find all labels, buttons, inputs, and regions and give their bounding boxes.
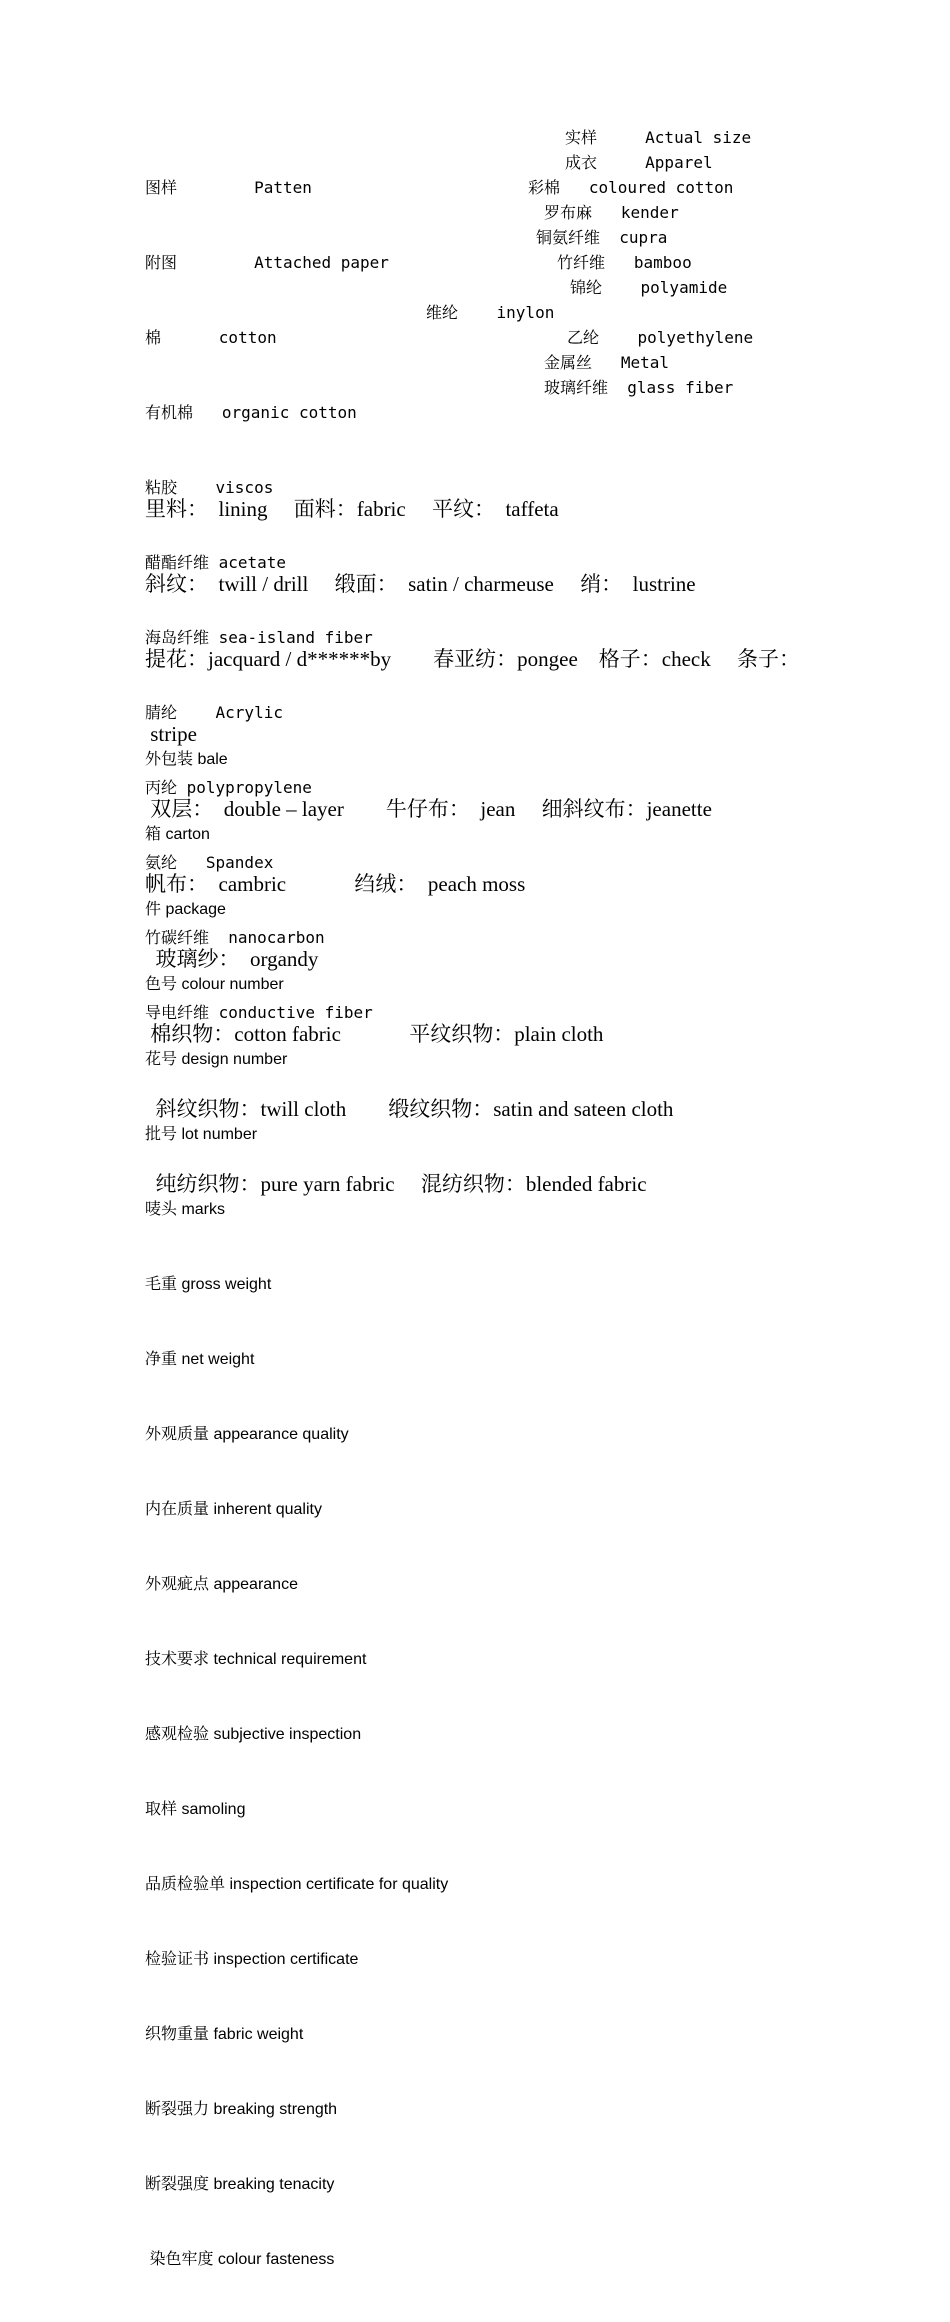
fabric-term-line: 里料： lining 面料：fabric 平纹： taffeta (145, 497, 559, 521)
fiber-term: 竹碳纤维 nanocarbon (145, 928, 325, 947)
fiber-term: 附图 Attached paper (145, 253, 389, 272)
fabric-term-line: 玻璃纱： organdy (145, 947, 319, 971)
list-item: 件 package (145, 901, 226, 918)
fiber-term-right: 乙纶 polyethylene (567, 328, 754, 347)
fiber-term-right: 铜氨纤维 cupra (536, 228, 668, 247)
list-item: 技术要求 technical requirement (145, 1651, 367, 1668)
fabric-term-line: 双层： double – layer 牛仔布： jean 细斜纹布：jeanette (145, 797, 712, 821)
list-item: 箱 carton (145, 826, 210, 843)
list-item: 断裂强度 breaking tenacity (145, 2176, 335, 2193)
fiber-term-right: 玻璃纤维 glass fiber (544, 378, 734, 397)
fiber-term: 腈纶 Acrylic (145, 703, 283, 722)
fabric-term-line: 斜纹织物：twill cloth 缎纹织物：satin and sateen cloth (145, 1097, 674, 1121)
list-item: 唛头 marks (145, 1201, 226, 1218)
list-item: 感观检验 subjective inspection (145, 1726, 362, 1743)
fiber-term: 丙纶 polypropylene (145, 778, 312, 797)
list-item: 批号 lot number (145, 1126, 258, 1143)
list-item: 织物重量 fabric weight (145, 2026, 304, 2043)
list-item: 外包装 bale (145, 751, 228, 768)
fiber-term: 图样 Patten (145, 178, 312, 197)
fabric-term-line: 棉织物：cotton fabric 平纹织物：plain cloth (145, 1022, 604, 1046)
fiber-term: 醋酯纤维 acetate (145, 553, 287, 572)
list-item: 色号 colour number (145, 976, 284, 993)
fabric-term-line: stripe (145, 722, 197, 746)
fiber-term: 导电纤维 conductive fiber (145, 1003, 373, 1022)
fabric-term-line: 帆布： cambric 绉绒： peach moss (145, 872, 526, 896)
fiber-term: 棉 cotton (145, 328, 277, 347)
fiber-term: 氨纶 Spandex (145, 853, 274, 872)
fiber-term-right: 罗布麻 kender (544, 203, 679, 222)
fiber-term: 海岛纤维 sea-island fiber (145, 628, 373, 647)
list-item: 毛重 gross weight (145, 1276, 272, 1293)
fabric-term-line: 斜纹： twill / drill 缎面： satin / charmeuse 绡： lustrine (145, 572, 696, 596)
list-item: 断裂强力 breaking strength (145, 2101, 338, 2118)
fiber-term-right: 金属丝 Metal (544, 353, 670, 372)
list-item: 染色牢度 colour fasteness (145, 2251, 335, 2268)
fiber-term-right: 维纶 inylon (426, 303, 555, 322)
inspection-terms-list (145, 697, 448, 2322)
list-item: 外观质量 appearance quality (145, 1426, 349, 1443)
fiber-term: 有机棉 organic cotton (145, 403, 357, 422)
list-item: 品质检验单 inspection certificate for quality (145, 1876, 449, 1893)
fabric-term-line: 纯纺织物：pure yarn fabric 混纺织物：blended fabric (145, 1172, 647, 1196)
list-item: 外观疵点 appearance (145, 1576, 298, 1593)
fiber-term-right: 实样 Actual size (565, 128, 752, 147)
list-item: 检验证书 inspection certificate (145, 1951, 359, 1968)
fiber-term-right: 锦纶 polyamide (570, 278, 728, 297)
list-item: 花号 design number (145, 1051, 288, 1068)
fiber-term-right: 成衣 Apparel (565, 153, 713, 172)
list-item: 取样 samoling (145, 1801, 246, 1818)
list-item: 净重 net weight (145, 1351, 255, 1368)
fiber-term-right: 彩棉 coloured cotton (528, 178, 734, 197)
fiber-term: 粘胶 viscos (145, 478, 274, 497)
list-item: 内在质量 inherent quality (145, 1501, 322, 1518)
fiber-term-right: 竹纤维 bamboo (557, 253, 692, 272)
fabric-term-line: 提花：jacquard / d******by 春亚纺：pongee 格子：check 条子： (145, 647, 800, 671)
